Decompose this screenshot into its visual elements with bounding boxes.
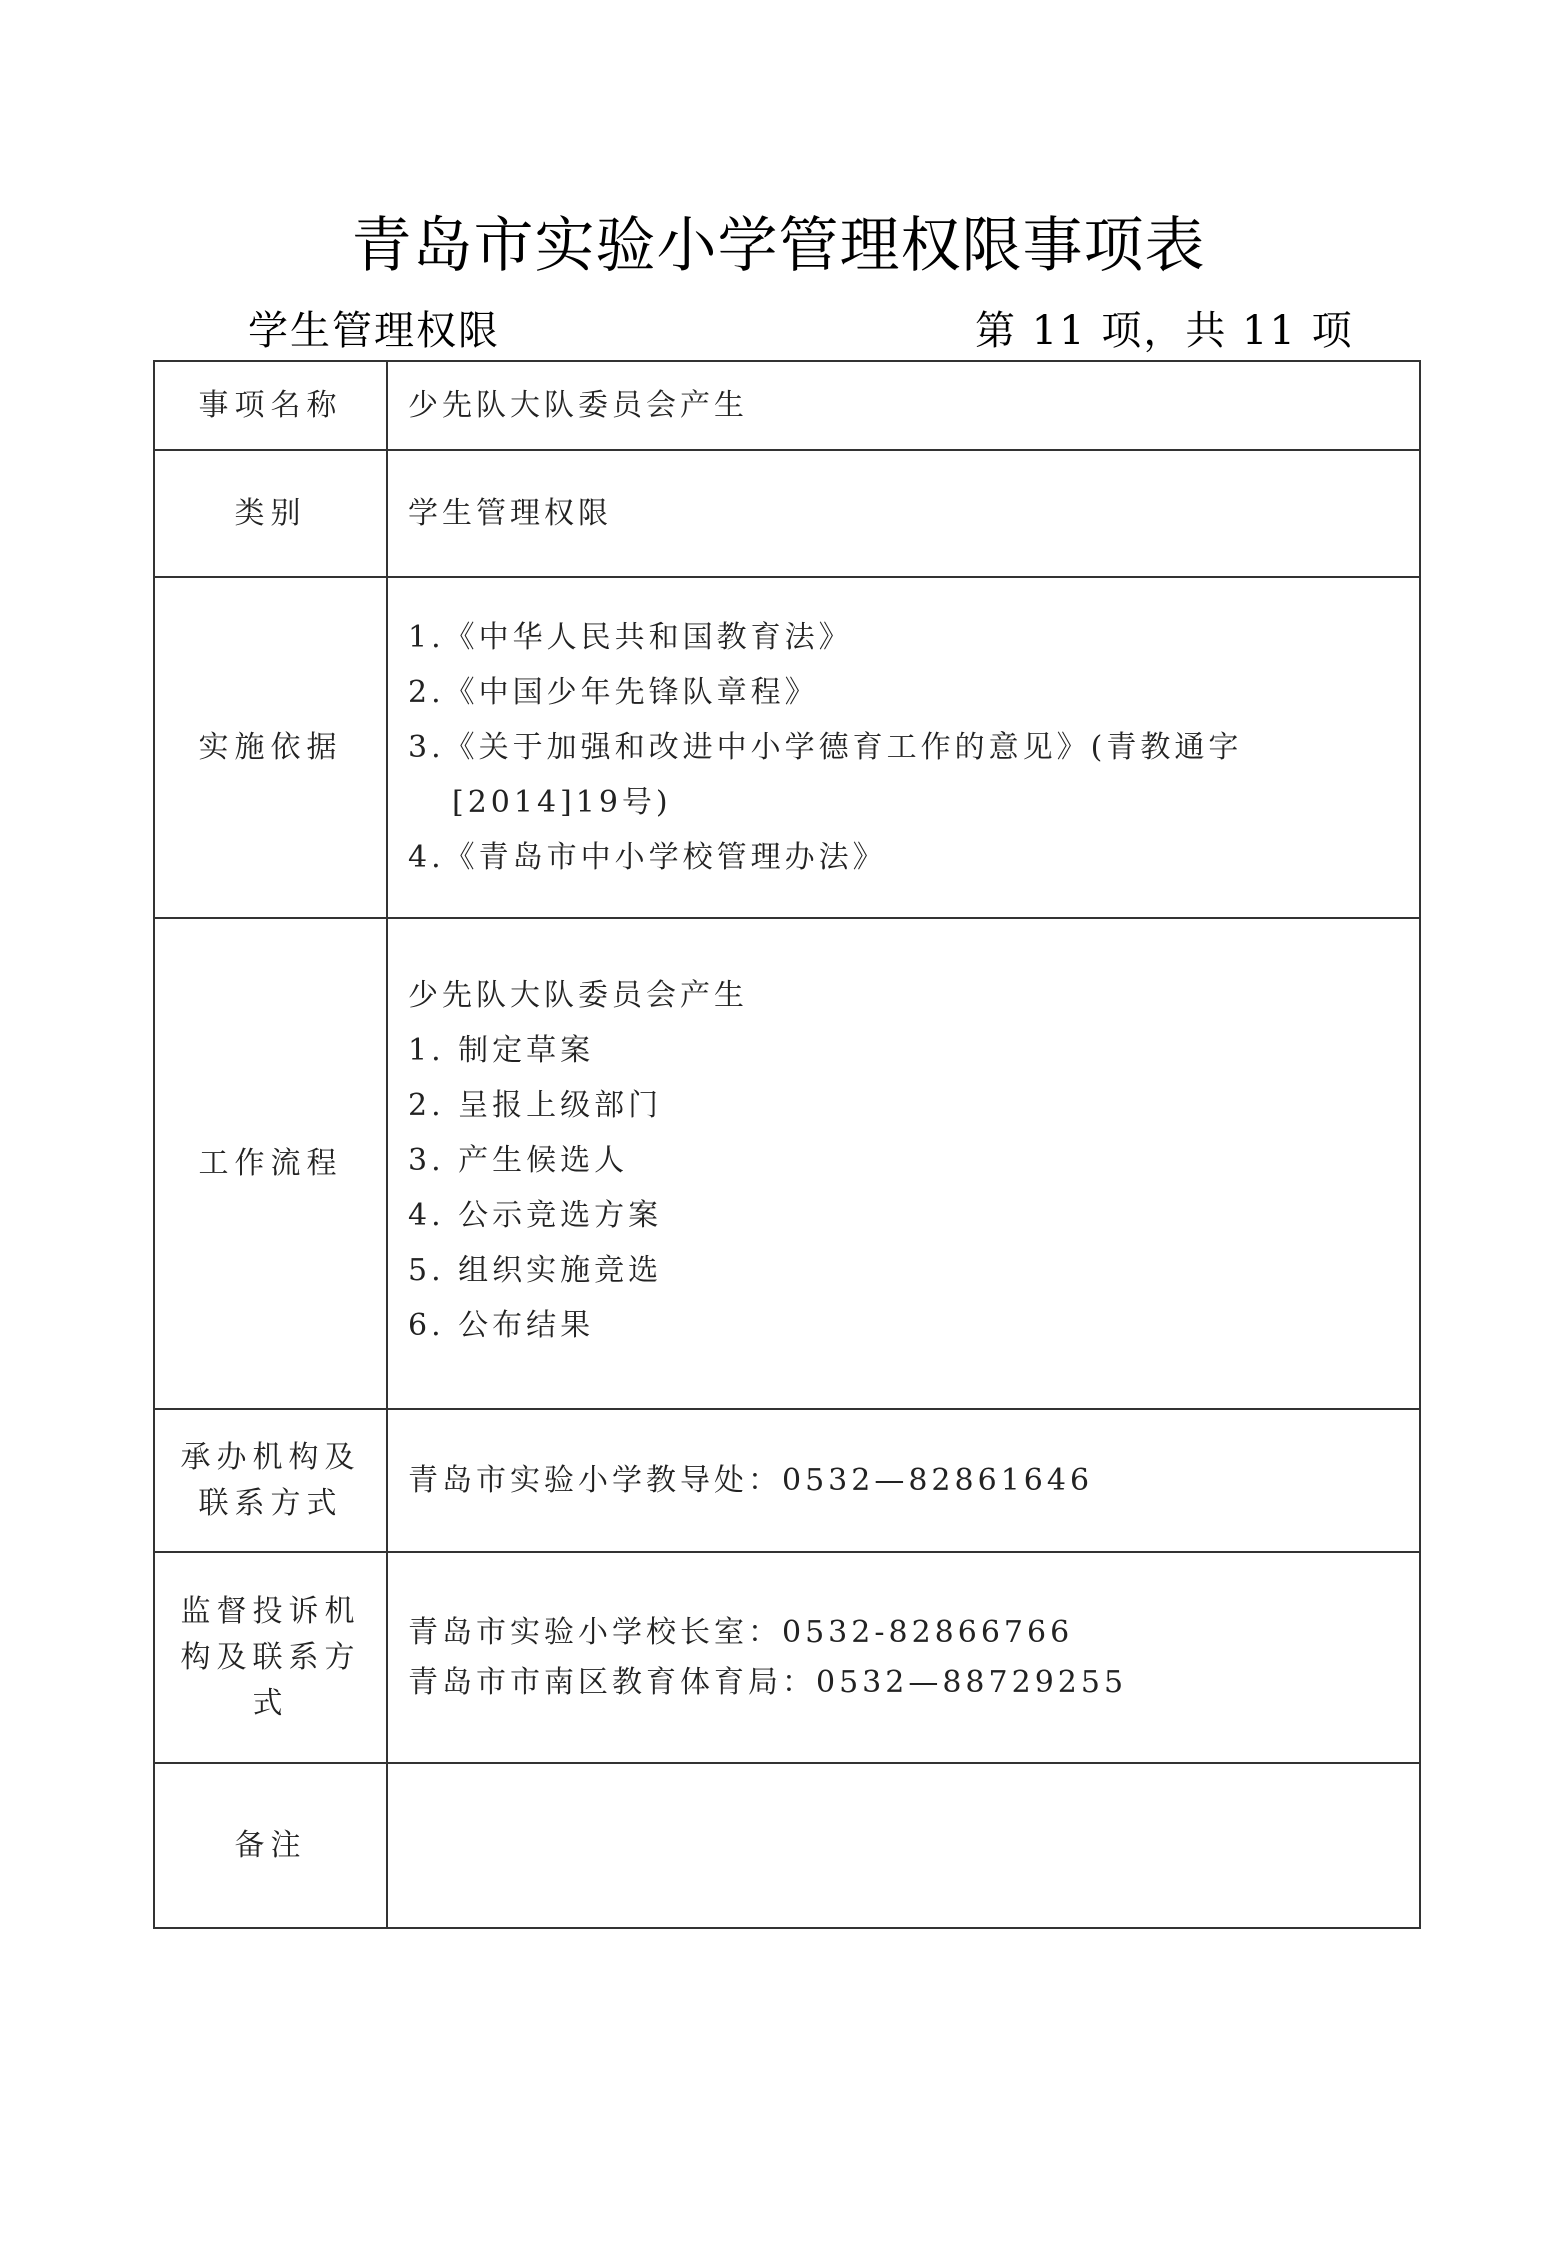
row-label-basis: 实施依据	[154, 577, 387, 918]
row-value-category: 学生管理权限	[387, 450, 1420, 577]
row-value-organizer: 青岛市实验小学教导处：0532—82861646	[387, 1409, 1420, 1552]
row-value-remarks	[387, 1763, 1420, 1928]
authority-table	[153, 360, 1421, 1929]
row-label-category: 类别	[154, 450, 387, 577]
row-value-supervision	[387, 1552, 1420, 1763]
table-row-category	[154, 450, 1420, 577]
basis-item: 2.《中国少年先锋队章程》	[408, 675, 819, 710]
table-row-basis	[154, 577, 1420, 918]
row-label-remarks: 备注	[154, 1763, 387, 1928]
page-title: 青岛市实验小学管理权限事项表	[351, 211, 1206, 281]
process-heading: 少先队大队委员会产生	[408, 978, 748, 1013]
basis-item: 1.《中华人民共和国教育法》	[408, 620, 853, 655]
row-label-process: 工作流程	[154, 918, 387, 1409]
table-row-name	[154, 361, 1420, 450]
row-value-name: 少先队大队委员会产生	[387, 361, 1420, 450]
row-value-basis	[387, 577, 1420, 918]
basis-item: 4.《青岛市中小学校管理办法》	[408, 840, 887, 875]
supervision-line: 青岛市市南区教育体育局：0532—88729255	[408, 1664, 1128, 1700]
table-row-organizer	[154, 1409, 1420, 1552]
table-row-process	[154, 918, 1420, 1409]
category-heading: 学生管理权限	[248, 308, 500, 354]
table-row-supervision	[154, 1552, 1420, 1763]
process-step: 6. 公布结果	[408, 1308, 595, 1343]
table-row-remarks	[154, 1763, 1420, 1928]
process-step: 1. 制定草案	[408, 1033, 595, 1068]
process-step: 5. 组织实施竞选	[408, 1253, 663, 1288]
row-label-supervision: 监督投诉机构及联系方式	[154, 1552, 387, 1763]
row-value-process	[387, 918, 1420, 1409]
process-step: 2. 呈报上级部门	[408, 1088, 663, 1123]
supervision-line: 青岛市实验小学校长室：0532-82866766	[408, 1614, 1074, 1650]
item-counter: 第 11 项，共 11 项	[975, 308, 1354, 354]
row-label-organizer: 承办机构及联系方式	[154, 1409, 387, 1552]
process-step: 3. 产生候选人	[408, 1143, 629, 1178]
process-step: 4. 公示竞选方案	[408, 1198, 663, 1233]
basis-item: 3.《关于加强和改进中小学德育工作的意见》(青教通字[2014]19号)	[408, 730, 1243, 820]
row-label-name: 事项名称	[154, 361, 387, 450]
